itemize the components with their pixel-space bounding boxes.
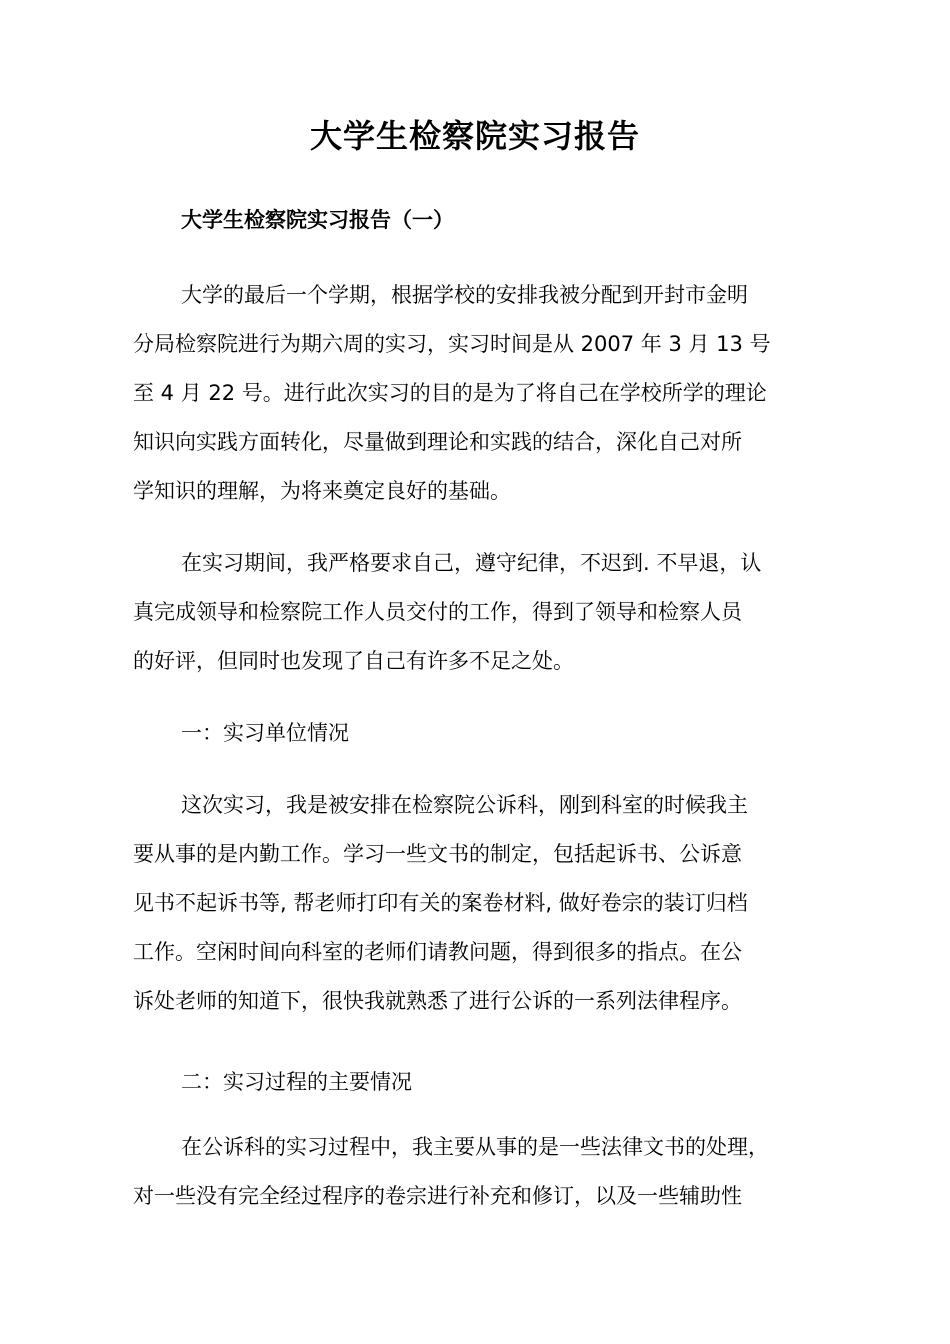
paragraph-line: 至 4 月 22 号。进行此次实习的目的是为了将自己在学校所学的理论	[133, 381, 767, 405]
paragraph-line: 在实习期间，我严格要求自己，遵守纪律，不迟到. 不早退，认	[181, 551, 762, 575]
section-heading-2: 二：实习过程的主要情况	[181, 1070, 412, 1094]
paragraph-line: 真完成领导和检察院工作人员交付的工作，得到了领导和检察人员	[133, 600, 742, 624]
paragraph-line: 诉处老师的知道下，很快我就熟悉了进行公诉的一系列法律程序。	[133, 989, 742, 1013]
document-title: 大学生检察院实习报告	[309, 117, 640, 155]
paragraph-line: 在公诉科的实习过程中，我主要从事的是一些法律文书的处理，	[181, 1135, 769, 1159]
paragraph-line: 对一些没有完全经过程序的卷宗进行补充和修订，以及一些辅助性	[133, 1184, 742, 1208]
paragraph-line: 学知识的理解，为将来奠定良好的基础。	[133, 479, 511, 503]
section-heading-1: 一：实习单位情况	[181, 721, 349, 745]
paragraph-line: 这次实习，我是被安排在检察院公诉科，刚到科室的时候我主	[181, 793, 748, 817]
section-subtitle: 大学生检察院实习报告（一）	[181, 208, 454, 232]
paragraph-line: 大学的最后一个学期，根据学校的安排我被分配到开封市金明	[181, 283, 748, 307]
paragraph-line: 工作。空闲时间向科室的老师们请教问题，得到很多的指点。在公	[133, 940, 742, 964]
paragraph-line: 见书不起诉书等, 帮老师打印有关的案卷材料, 做好卷宗的装订归档	[133, 891, 748, 915]
paragraph-line: 的好评，但同时也发现了自己有许多不足之处。	[133, 649, 574, 673]
paragraph-line: 分局检察院进行为期六周的实习，实习时间是从 2007 年 3 月 13 号	[133, 332, 771, 356]
paragraph-line: 知识向实践方面转化，尽量做到理论和实践的结合，深化自己对所	[133, 430, 742, 454]
paragraph-line: 要从事的是内勤工作。学习一些文书的制定，包括起诉书、公诉意	[133, 842, 742, 866]
